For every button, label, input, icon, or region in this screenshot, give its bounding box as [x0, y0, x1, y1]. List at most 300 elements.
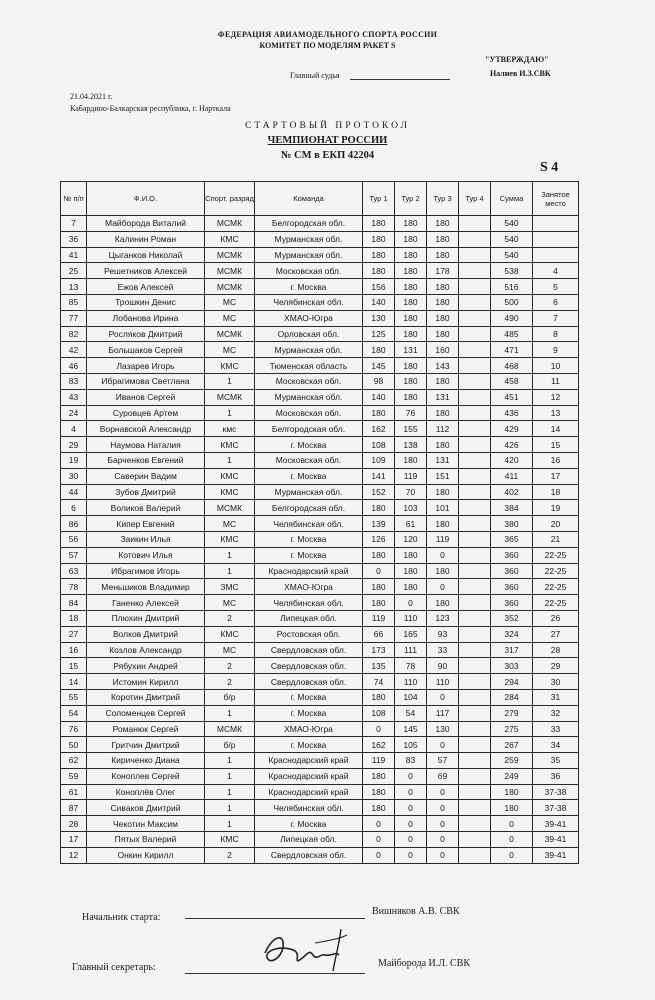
col-place-cell: 36	[533, 768, 579, 784]
col-name-cell: Козлов Александр	[87, 642, 205, 658]
col-tour2-cell: 0	[395, 784, 427, 800]
col-place-cell: 16	[533, 452, 579, 468]
col-team-cell: г. Москва	[255, 705, 363, 721]
col-num-cell: 17	[61, 832, 87, 848]
col-tour1-cell: 180	[363, 800, 395, 816]
col-tour3-cell: 180	[427, 279, 459, 295]
table-row	[61, 705, 579, 721]
table-row	[61, 279, 579, 295]
col-tour2-cell: 105	[395, 737, 427, 753]
col-tour2-cell: 180	[395, 389, 427, 405]
col-num-cell: 30	[61, 468, 87, 484]
col-team-cell: Белгородская обл.	[255, 500, 363, 516]
col-num-cell: 76	[61, 721, 87, 737]
col-name-cell: Ибрагимов Игорь	[87, 563, 205, 579]
col-num-cell: 87	[61, 800, 87, 816]
col-sum-cell: 324	[491, 626, 533, 642]
table-row	[61, 800, 579, 816]
col-tour4-cell	[459, 247, 491, 263]
col-tour2-cell: 180	[395, 216, 427, 232]
col-tour3-cell: 0	[427, 800, 459, 816]
start-chief-label: Начальник старта:	[82, 912, 161, 923]
col-place-cell: 29	[533, 658, 579, 674]
col-tour2-cell: 180	[395, 358, 427, 374]
col-tour1-header: Тур 1	[363, 182, 395, 216]
col-tour1-cell: 180	[363, 231, 395, 247]
class-label: S 4	[540, 160, 559, 175]
col-num-cell: 55	[61, 689, 87, 705]
col-tour3-cell: 57	[427, 753, 459, 769]
col-team-cell: Челябинская обл.	[255, 800, 363, 816]
col-sum-cell: 402	[491, 484, 533, 500]
col-place-cell: 14	[533, 421, 579, 437]
col-tour4-cell	[459, 342, 491, 358]
col-num-cell: 36	[61, 231, 87, 247]
col-place-cell: 21	[533, 531, 579, 547]
col-team-cell: Московская обл.	[255, 263, 363, 279]
col-num-cell: 63	[61, 563, 87, 579]
col-num-cell: 43	[61, 389, 87, 405]
col-tour1-cell: 98	[363, 373, 395, 389]
col-sum-cell: 540	[491, 231, 533, 247]
table-row	[61, 642, 579, 658]
col-sum-cell: 0	[491, 832, 533, 848]
col-tour4-cell	[459, 658, 491, 674]
table-row	[61, 674, 579, 690]
col-place-cell: 37-38	[533, 800, 579, 816]
col-tour2-cell: 145	[395, 721, 427, 737]
col-tour2-cell: 0	[395, 816, 427, 832]
col-team-cell: Свердловская обл.	[255, 674, 363, 690]
col-team-cell: Краснодарский край	[255, 784, 363, 800]
col-rank-cell: КМС	[205, 437, 255, 453]
col-sum-cell: 360	[491, 595, 533, 611]
col-tour1-cell: 180	[363, 263, 395, 279]
col-tour4-cell	[459, 484, 491, 500]
col-place-cell: 7	[533, 310, 579, 326]
col-tour2-cell: 180	[395, 310, 427, 326]
col-rank-cell: 1	[205, 784, 255, 800]
col-tour1-cell: 180	[363, 784, 395, 800]
col-rank-cell: 1	[205, 452, 255, 468]
col-place-cell: 34	[533, 737, 579, 753]
col-tour1-cell: 0	[363, 721, 395, 737]
col-rank-header: Спорт. разряд	[205, 182, 255, 216]
col-tour3-cell: 180	[427, 373, 459, 389]
col-tour1-cell: 180	[363, 342, 395, 358]
col-sum-cell: 0	[491, 847, 533, 863]
col-tour3-cell: 180	[427, 326, 459, 342]
col-num-cell: 41	[61, 247, 87, 263]
col-place-cell: 22-25	[533, 579, 579, 595]
col-tour3-cell: 180	[427, 231, 459, 247]
col-place-cell: 37-38	[533, 784, 579, 800]
col-team-cell: г. Москва	[255, 737, 363, 753]
col-tour4-cell	[459, 310, 491, 326]
col-num-cell: 19	[61, 452, 87, 468]
col-name-cell: Заикин Илья	[87, 531, 205, 547]
col-tour2-cell: 180	[395, 452, 427, 468]
col-tour2-cell: 70	[395, 484, 427, 500]
col-tour1-cell: 139	[363, 516, 395, 532]
col-tour1-cell: 180	[363, 405, 395, 421]
col-team-cell: Московская обл.	[255, 452, 363, 468]
col-tour4-cell	[459, 468, 491, 484]
col-tour2-cell: 180	[395, 279, 427, 295]
col-tour3-cell: 160	[427, 342, 459, 358]
col-tour1-cell: 156	[363, 279, 395, 295]
table-row	[61, 216, 579, 232]
col-name-cell: Решетников Алексей	[87, 263, 205, 279]
col-name-cell: Рябухин Андрей	[87, 658, 205, 674]
col-team-cell: Свердловская обл.	[255, 642, 363, 658]
table-row	[61, 658, 579, 674]
col-tour2-cell: 110	[395, 610, 427, 626]
col-num-cell: 83	[61, 373, 87, 389]
col-name-cell: Барченков Евгений	[87, 452, 205, 468]
col-tour1-cell: 180	[363, 216, 395, 232]
col-tour1-cell: 119	[363, 610, 395, 626]
col-name-cell: Трошкин Денис	[87, 294, 205, 310]
col-tour4-cell	[459, 579, 491, 595]
col-team-cell: Орловская обл.	[255, 326, 363, 342]
col-place-cell: 31	[533, 689, 579, 705]
chief-judge-label: Главный судья	[290, 71, 450, 80]
col-place-cell: 10	[533, 358, 579, 374]
col-sum-cell: 500	[491, 294, 533, 310]
col-tour1-cell: 180	[363, 579, 395, 595]
col-tour2-cell: 110	[395, 674, 427, 690]
col-tour4-cell	[459, 500, 491, 516]
col-num-cell: 77	[61, 310, 87, 326]
col-tour4-cell	[459, 816, 491, 832]
col-tour4-cell	[459, 452, 491, 468]
col-rank-cell: 2	[205, 658, 255, 674]
col-num-cell: 86	[61, 516, 87, 532]
col-num-cell: 16	[61, 642, 87, 658]
col-tour4-cell	[459, 800, 491, 816]
col-tour2-cell: 0	[395, 800, 427, 816]
col-sum-cell: 360	[491, 579, 533, 595]
col-name-cell: Меньшиков Владимир	[87, 579, 205, 595]
col-tour3-cell: 151	[427, 468, 459, 484]
table-row	[61, 626, 579, 642]
col-tour4-cell	[459, 405, 491, 421]
col-team-cell: Тюменская область	[255, 358, 363, 374]
col-name-cell: Воликов Валерий	[87, 500, 205, 516]
place: Кабардино-Балкарская республика, г. Нарткала	[70, 104, 231, 113]
col-sum-cell: 429	[491, 421, 533, 437]
col-tour1-cell: 180	[363, 595, 395, 611]
col-rank-cell: б/р	[205, 737, 255, 753]
col-place-cell: 27	[533, 626, 579, 642]
col-name-cell: Котович Илья	[87, 547, 205, 563]
col-sum-cell: 451	[491, 389, 533, 405]
col-num-cell: 44	[61, 484, 87, 500]
col-name-cell: Лазарев Игорь	[87, 358, 205, 374]
col-rank-cell: кмс	[205, 421, 255, 437]
table-row	[61, 310, 579, 326]
col-tour3-cell: 123	[427, 610, 459, 626]
col-team-cell: г. Москва	[255, 547, 363, 563]
col-sum-cell: 540	[491, 216, 533, 232]
col-sum-cell: 0	[491, 816, 533, 832]
col-tour1-cell: 140	[363, 294, 395, 310]
table-row	[61, 547, 579, 563]
col-tour4-cell	[459, 768, 491, 784]
col-place-cell: 5	[533, 279, 579, 295]
col-rank-cell: КМС	[205, 358, 255, 374]
col-name-cell: Волков Дмитрий	[87, 626, 205, 642]
table-row	[61, 516, 579, 532]
col-num-cell: 46	[61, 358, 87, 374]
col-tour4-cell	[459, 373, 491, 389]
col-sum-cell: 317	[491, 642, 533, 658]
col-team-cell: Свердловская обл.	[255, 847, 363, 863]
col-tour4-cell	[459, 674, 491, 690]
col-tour4-cell	[459, 531, 491, 547]
col-tour4-cell	[459, 753, 491, 769]
col-tour3-cell: 180	[427, 484, 459, 500]
col-rank-cell: 1	[205, 768, 255, 784]
col-sum-cell: 458	[491, 373, 533, 389]
col-place-cell: 28	[533, 642, 579, 658]
col-team-cell: Челябинская обл.	[255, 294, 363, 310]
col-team-cell: Липецкая обл.	[255, 610, 363, 626]
col-team-cell: Белгородская обл.	[255, 421, 363, 437]
col-tour4-cell	[459, 610, 491, 626]
col-tour2-cell: 120	[395, 531, 427, 547]
col-rank-cell: КМС	[205, 531, 255, 547]
table-row	[61, 342, 579, 358]
col-place-cell: 17	[533, 468, 579, 484]
col-place-cell: 18	[533, 484, 579, 500]
col-tour1-cell: 108	[363, 705, 395, 721]
col-tour1-cell: 145	[363, 358, 395, 374]
col-tour3-cell: 101	[427, 500, 459, 516]
col-tour4-cell	[459, 737, 491, 753]
col-num-cell: 28	[61, 816, 87, 832]
col-num-cell: 57	[61, 547, 87, 563]
col-place-cell: 4	[533, 263, 579, 279]
col-tour2-cell: 155	[395, 421, 427, 437]
col-num-cell: 42	[61, 342, 87, 358]
col-place-cell: 19	[533, 500, 579, 516]
col-tour1-cell: 180	[363, 500, 395, 516]
col-tour2-cell: 111	[395, 642, 427, 658]
col-team-cell: г. Москва	[255, 437, 363, 453]
col-rank-cell: 1	[205, 753, 255, 769]
col-place-cell: 9	[533, 342, 579, 358]
col-tour1-cell: 0	[363, 832, 395, 848]
col-place-cell	[533, 247, 579, 263]
col-num-cell: 18	[61, 610, 87, 626]
table-row	[61, 421, 579, 437]
ekp-code: № СМ в ЕКП 42204	[280, 150, 375, 161]
col-name-cell: Соломенцев Сергей	[87, 705, 205, 721]
col-place-cell: 22-25	[533, 547, 579, 563]
col-sum-cell: 516	[491, 279, 533, 295]
col-tour2-cell: 0	[395, 832, 427, 848]
col-tour3-cell: 178	[427, 263, 459, 279]
col-tour2-cell: 180	[395, 563, 427, 579]
col-rank-cell: МСМК	[205, 263, 255, 279]
col-tour1-cell: 162	[363, 737, 395, 753]
col-team-cell: Московская обл.	[255, 405, 363, 421]
col-sum-cell: 436	[491, 405, 533, 421]
col-num-cell: 62	[61, 753, 87, 769]
col-place-cell: 15	[533, 437, 579, 453]
col-rank-cell: 1	[205, 547, 255, 563]
col-team-cell: Челябинская обл.	[255, 516, 363, 532]
col-tour3-cell: 0	[427, 547, 459, 563]
col-sum-cell: 259	[491, 753, 533, 769]
col-place-cell: 39-41	[533, 847, 579, 863]
col-name-cell: Чекотин Максим	[87, 816, 205, 832]
col-tour4-cell	[459, 705, 491, 721]
col-place-cell: 6	[533, 294, 579, 310]
col-tour1-cell: 141	[363, 468, 395, 484]
col-tour3-cell: 180	[427, 294, 459, 310]
protocol-title: СТАРТОВЫЙ ПРОТОКОЛ	[245, 121, 410, 131]
col-place-cell: 26	[533, 610, 579, 626]
col-tour4-cell	[459, 263, 491, 279]
col-tour3-cell: 0	[427, 689, 459, 705]
col-sum-cell: 284	[491, 689, 533, 705]
col-name-cell: Сиваков Дмитрий	[87, 800, 205, 816]
start-chief-name: Вишняков А.В. СВК	[372, 906, 460, 917]
col-sum-cell: 426	[491, 437, 533, 453]
col-name-cell: Калинин Роман	[87, 231, 205, 247]
table-row	[61, 389, 579, 405]
col-num-cell: 27	[61, 626, 87, 642]
col-tour3-cell: 0	[427, 847, 459, 863]
col-tour2-cell: 180	[395, 247, 427, 263]
col-sum-cell: 360	[491, 563, 533, 579]
col-tour3-cell: 180	[427, 216, 459, 232]
col-num-cell: 12	[61, 847, 87, 863]
col-sum-cell: 267	[491, 737, 533, 753]
col-tour2-header: Тур 2	[395, 182, 427, 216]
col-name-cell: Большаков Сергей	[87, 342, 205, 358]
col-name-cell: Саверин Вадим	[87, 468, 205, 484]
col-rank-cell: 2	[205, 610, 255, 626]
col-tour3-cell: 143	[427, 358, 459, 374]
col-place-cell	[533, 216, 579, 232]
col-tour2-cell: 0	[395, 595, 427, 611]
col-rank-cell: ЗМС	[205, 579, 255, 595]
col-rank-cell: КМС	[205, 484, 255, 500]
col-tour3-cell: 130	[427, 721, 459, 737]
col-tour2-cell: 0	[395, 768, 427, 784]
col-place-cell: 20	[533, 516, 579, 532]
col-rank-cell: 1	[205, 405, 255, 421]
col-tour3-cell: 131	[427, 452, 459, 468]
col-rank-cell: МСМК	[205, 389, 255, 405]
col-tour4-cell	[459, 216, 491, 232]
col-tour4-cell	[459, 721, 491, 737]
col-tour1-cell: 152	[363, 484, 395, 500]
col-num-cell: 78	[61, 579, 87, 595]
col-num-cell: 54	[61, 705, 87, 721]
col-tour4-cell	[459, 626, 491, 642]
col-num-cell: 59	[61, 768, 87, 784]
col-sum-cell: 279	[491, 705, 533, 721]
col-tour4-cell	[459, 516, 491, 532]
col-place-cell: 22-25	[533, 563, 579, 579]
col-name-cell: Коротин Дмитрий	[87, 689, 205, 705]
col-num-cell: 15	[61, 658, 87, 674]
col-num-cell: 6	[61, 500, 87, 516]
col-place-header: Занятое место	[533, 182, 579, 216]
col-tour1-cell: 126	[363, 531, 395, 547]
col-rank-cell: КМС	[205, 626, 255, 642]
table-row	[61, 753, 579, 769]
table-row	[61, 247, 579, 263]
col-rank-cell: 1	[205, 800, 255, 816]
col-tour4-cell	[459, 389, 491, 405]
col-sum-cell: 275	[491, 721, 533, 737]
col-rank-cell: 2	[205, 847, 255, 863]
col-tour4-cell	[459, 437, 491, 453]
col-tour4-cell	[459, 279, 491, 295]
table-row	[61, 263, 579, 279]
col-place-cell: 30	[533, 674, 579, 690]
table-row	[61, 405, 579, 421]
col-sum-cell: 380	[491, 516, 533, 532]
col-name-cell: Онкин Кирилл	[87, 847, 205, 863]
col-num-cell: 50	[61, 737, 87, 753]
col-name-cell: Росляков Дмитрий	[87, 326, 205, 342]
col-tour1-cell: 180	[363, 689, 395, 705]
col-tour2-cell: 165	[395, 626, 427, 642]
col-name-cell: Зубов Дмитрий	[87, 484, 205, 500]
col-tour2-cell: 0	[395, 847, 427, 863]
col-tour3-cell: 33	[427, 642, 459, 658]
col-num-cell: 14	[61, 674, 87, 690]
table-row	[61, 231, 579, 247]
col-team-cell: Мурманская обл.	[255, 231, 363, 247]
col-tour2-cell: 180	[395, 263, 427, 279]
col-name-cell: Коноплев Сергей	[87, 768, 205, 784]
col-sum-cell: 490	[491, 310, 533, 326]
col-sum-cell: 249	[491, 768, 533, 784]
col-tour2-cell: 61	[395, 516, 427, 532]
col-tour2-cell: 104	[395, 689, 427, 705]
col-place-cell: 33	[533, 721, 579, 737]
secretary-label: Главный секретарь:	[72, 962, 156, 973]
col-place-cell	[533, 231, 579, 247]
table-row	[61, 563, 579, 579]
table-row	[61, 294, 579, 310]
col-team-cell: Свердловская обл.	[255, 658, 363, 674]
col-team-cell: Краснодарский край	[255, 768, 363, 784]
table-row	[61, 358, 579, 374]
col-tour1-cell: 180	[363, 547, 395, 563]
col-tour4-cell	[459, 547, 491, 563]
col-team-cell: Липецкая обл.	[255, 832, 363, 848]
col-rank-cell: 1	[205, 705, 255, 721]
committee-title: КОМИТЕТ ПО МОДЕЛЯМ РАКЕТ S	[259, 41, 396, 50]
col-place-cell: 35	[533, 753, 579, 769]
col-sum-cell: 468	[491, 358, 533, 374]
col-name-cell: Пятых Валерий	[87, 832, 205, 848]
col-rank-cell: МСМК	[205, 247, 255, 263]
col-tour4-header: Тур 4	[459, 182, 491, 216]
col-tour1-cell: 180	[363, 247, 395, 263]
col-place-cell: 12	[533, 389, 579, 405]
col-name-cell: Иванов Сергей	[87, 389, 205, 405]
